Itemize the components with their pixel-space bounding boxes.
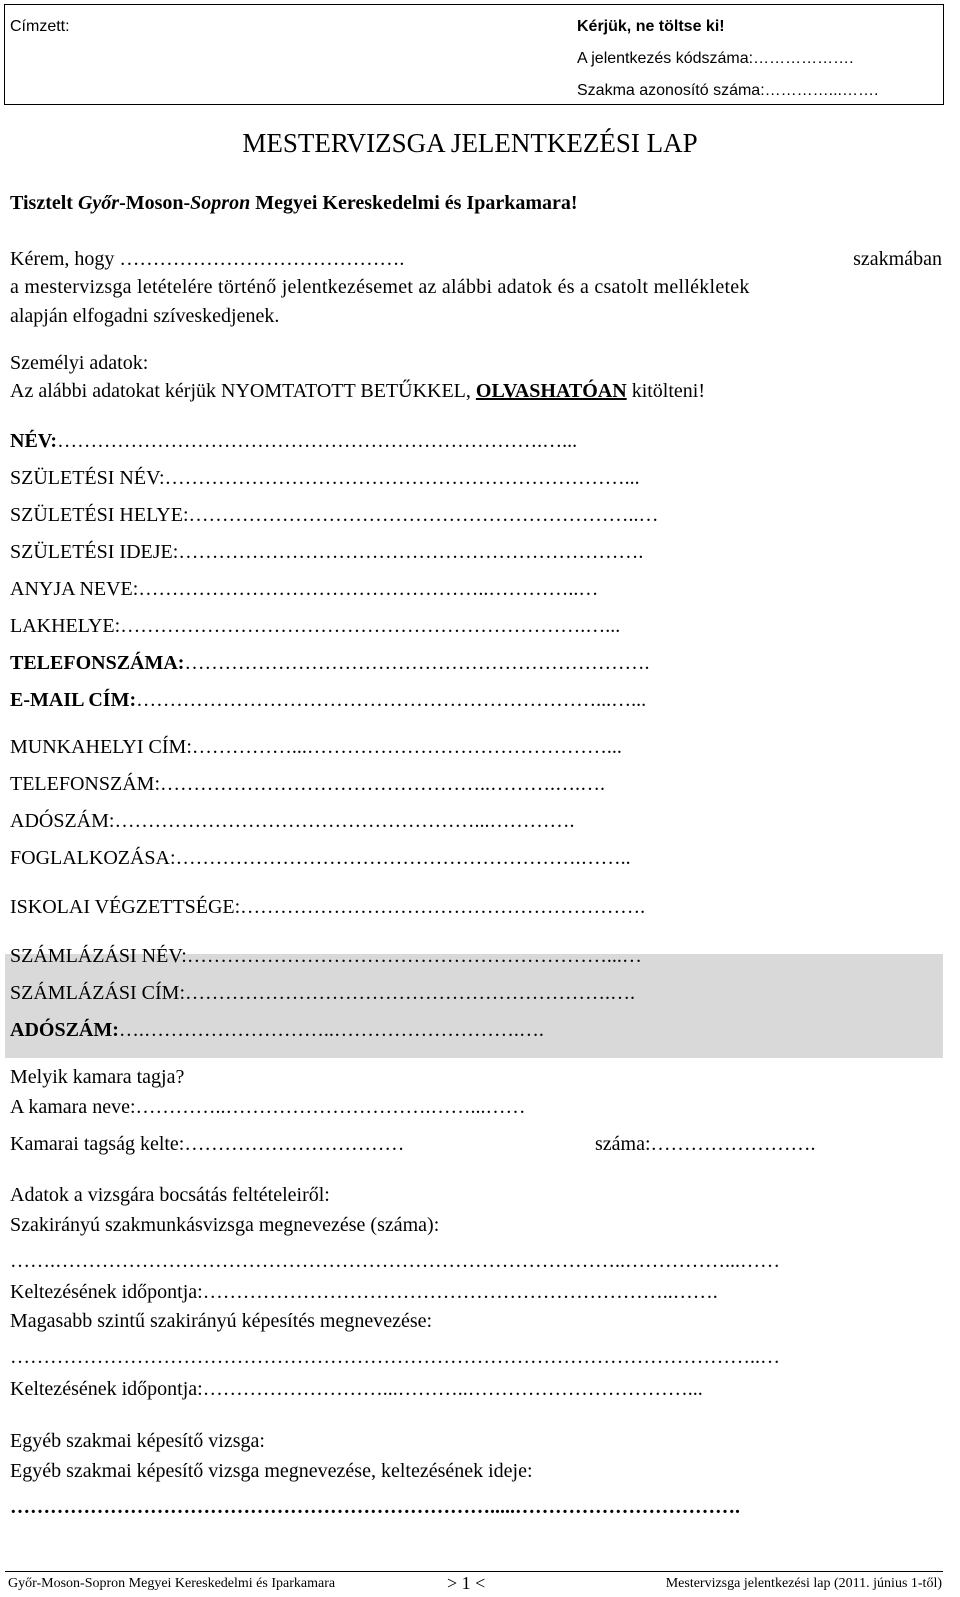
field-mother-name[interactable] bbox=[10, 578, 598, 601]
field-dots: …………..………………………….……...…… bbox=[135, 1096, 526, 1118]
field-residence[interactable] bbox=[10, 615, 620, 638]
chamber-question: Melyik kamara tagja? bbox=[10, 1066, 185, 1088]
field-label: TELEFONSZÁM: bbox=[10, 773, 160, 795]
field-label: SZÜLETÉSI NÉV: bbox=[10, 467, 165, 489]
field-label: SZÜLETÉSI HELYE: bbox=[10, 504, 189, 526]
field-label: Keltezésének időpontja: bbox=[10, 1281, 203, 1303]
field-label: TELEFONSZÁMA: bbox=[10, 652, 185, 674]
field-dots: ……………………………………………………………….…... bbox=[57, 430, 578, 452]
field-label: MUNKAHELYI CÍM: bbox=[10, 736, 192, 758]
footer-rule bbox=[5, 1571, 943, 1572]
field-dots: …………………………… bbox=[184, 1133, 405, 1155]
field-dots: ……………………………………………………. bbox=[240, 896, 646, 918]
field-education[interactable] bbox=[10, 896, 645, 919]
vocational-exam-question: Szakirányú szakmunkásvizsga megnevezése (száma): bbox=[10, 1214, 440, 1236]
higher-qualification-question: Magasabb szintű szakirányú képesítés megnevezése: bbox=[10, 1310, 433, 1332]
request-start: Kérem, hogy bbox=[10, 248, 115, 270]
field-name[interactable] bbox=[10, 430, 577, 453]
field-dots: ………………………………………………...…………. bbox=[114, 810, 575, 832]
field-billing-tax-number[interactable] bbox=[10, 1019, 544, 1042]
field-birth-date[interactable] bbox=[10, 541, 643, 564]
salutation-sopron: Sopron bbox=[190, 192, 251, 214]
request-line-2: a mestervizsga letételére történő jelentkezésemet az alábbi adatok és a csatolt mellékletek bbox=[10, 276, 750, 298]
field-dots: ……………...………………………………………... bbox=[191, 736, 622, 758]
field-dots: ……………………………………………………….…. bbox=[185, 982, 636, 1004]
field-label: NÉV: bbox=[10, 430, 58, 452]
field-label: Kamarai tagság kelte: bbox=[10, 1133, 185, 1155]
field-label: FOGLALKOZÁSA: bbox=[10, 847, 176, 869]
field-label: Keltezésének időpontja: bbox=[10, 1378, 203, 1400]
field-billing-address[interactable] bbox=[10, 982, 635, 1005]
field-label: SZÁMLÁZÁSI CÍM: bbox=[10, 982, 186, 1004]
field-label: SZÜLETÉSI IDEJE: bbox=[10, 541, 179, 563]
field-dots: ……………………………………………………………..……. bbox=[202, 1281, 718, 1303]
salutation-moson: -Moson- bbox=[119, 192, 191, 214]
trade-dots: ……………………………………. bbox=[114, 248, 405, 270]
field-phone[interactable] bbox=[10, 652, 649, 675]
salutation-prefix: Tisztelt bbox=[10, 192, 78, 214]
field-birth-place[interactable] bbox=[10, 504, 659, 527]
request-line-1 bbox=[10, 248, 404, 271]
field-label: száma: bbox=[595, 1133, 651, 1155]
field-dots: ……………………………………………..…………..… bbox=[138, 578, 599, 600]
field-birth-name[interactable] bbox=[10, 467, 640, 490]
salutation-rest: Megyei Kereskedelmi és Iparkamara! bbox=[250, 192, 578, 214]
field-label: A kamara neve: bbox=[10, 1096, 136, 1118]
instruction-emphasis: OLVASHATÓAN bbox=[475, 380, 627, 402]
field-vocational-exam[interactable]: …….…………………………………………………………………………..……………...…… bbox=[10, 1250, 780, 1272]
application-code-field: A jelentkezés kódszáma:………………. bbox=[577, 50, 854, 67]
other-exam-question: Egyéb szakmai képesítő vizsga megnevezése, keltezésének ideje: bbox=[10, 1460, 533, 1482]
field-dots: ……………………………………………………………... bbox=[164, 467, 640, 489]
field-dots: …………………………………………………….…….. bbox=[175, 847, 631, 869]
field-other-exam[interactable]: ……………………………………………………………….....……………………………. bbox=[10, 1496, 740, 1518]
field-tax-number[interactable] bbox=[10, 810, 574, 833]
footer-form-title: Mestervizsga jelentkezési lap (2011. június 1-től) bbox=[665, 1576, 942, 1591]
footer-chamber-name: Győr-Moson-Sopron Megyei Kereskedelmi és Iparkamara bbox=[8, 1576, 336, 1591]
field-label: ADÓSZÁM: bbox=[10, 810, 115, 832]
do-not-fill-notice: Kérjük, ne töltse ki! bbox=[577, 18, 725, 35]
request-line-3: alapján elfogadni szíveskedjenek. bbox=[10, 305, 280, 327]
request-trade-word: szakmában bbox=[853, 248, 942, 270]
field-label: ANYJA NEVE: bbox=[10, 578, 139, 600]
field-dots: ……………………………………………………………. bbox=[184, 652, 650, 674]
field-work-address[interactable] bbox=[10, 736, 622, 759]
field-billing-name[interactable] bbox=[10, 945, 642, 968]
field-dots: ………………………………………………………...… bbox=[186, 945, 642, 967]
field-dots: …………………………………………………………….…... bbox=[120, 615, 621, 637]
field-dots: ……………………………………………………………. bbox=[178, 541, 644, 563]
field-label: ADÓSZÁM: bbox=[10, 1019, 119, 1041]
field-membership-number[interactable] bbox=[595, 1133, 816, 1156]
field-label: LAKHELYE: bbox=[10, 615, 121, 637]
field-higher-qualification[interactable]: …………………………………………………………………………………………………..… bbox=[10, 1346, 780, 1368]
page-title: MESTERVIZSGA JELENTKEZÉSI LAP bbox=[242, 128, 698, 158]
print-instruction bbox=[10, 380, 705, 403]
field-dots: ……………………………………………………………...…... bbox=[136, 689, 647, 711]
salutation bbox=[10, 192, 578, 215]
field-dots: ….………………………..……………………….…. bbox=[118, 1019, 544, 1041]
exam-conditions-heading: Adatok a vizsgára bocsátás feltételeiről: bbox=[10, 1184, 330, 1206]
billing-section bbox=[5, 954, 943, 1058]
recipient-label: Címzett: bbox=[10, 18, 70, 35]
field-occupation[interactable] bbox=[10, 847, 631, 870]
instruction-start: Az alábbi adatokat kérjük NYOMTATOTT BETŰKKEL, bbox=[10, 380, 476, 402]
field-vocational-exam-date[interactable] bbox=[10, 1281, 718, 1304]
other-exam-heading: Egyéb szakmai képesítő vizsga: bbox=[10, 1430, 265, 1452]
field-dots: …………………………………………………………..… bbox=[188, 504, 659, 526]
field-dots: ………………………...………..……………………………... bbox=[202, 1378, 703, 1400]
field-email[interactable] bbox=[10, 689, 646, 712]
field-label: E-MAIL CÍM: bbox=[10, 689, 137, 711]
trade-id-field: Szakma azonosító száma:…………...……. bbox=[577, 82, 879, 99]
field-chamber-name[interactable] bbox=[10, 1096, 526, 1119]
field-membership-date[interactable] bbox=[10, 1133, 404, 1156]
page-number: > 1 < bbox=[447, 1573, 486, 1593]
field-dots: …………………………………………..……….….…. bbox=[160, 773, 605, 795]
salutation-gyor: Győr bbox=[77, 192, 120, 214]
field-higher-qualification-date[interactable] bbox=[10, 1378, 703, 1401]
field-work-phone[interactable] bbox=[10, 773, 605, 796]
field-label: SZÁMLÁZÁSI NÉV: bbox=[10, 945, 187, 967]
instruction-end: kitölteni! bbox=[626, 380, 706, 402]
personal-data-heading: Személyi adatok: bbox=[10, 352, 149, 374]
field-dots: ……………………. bbox=[650, 1133, 816, 1155]
field-label: ISKOLAI VÉGZETTSÉGE: bbox=[10, 896, 241, 918]
